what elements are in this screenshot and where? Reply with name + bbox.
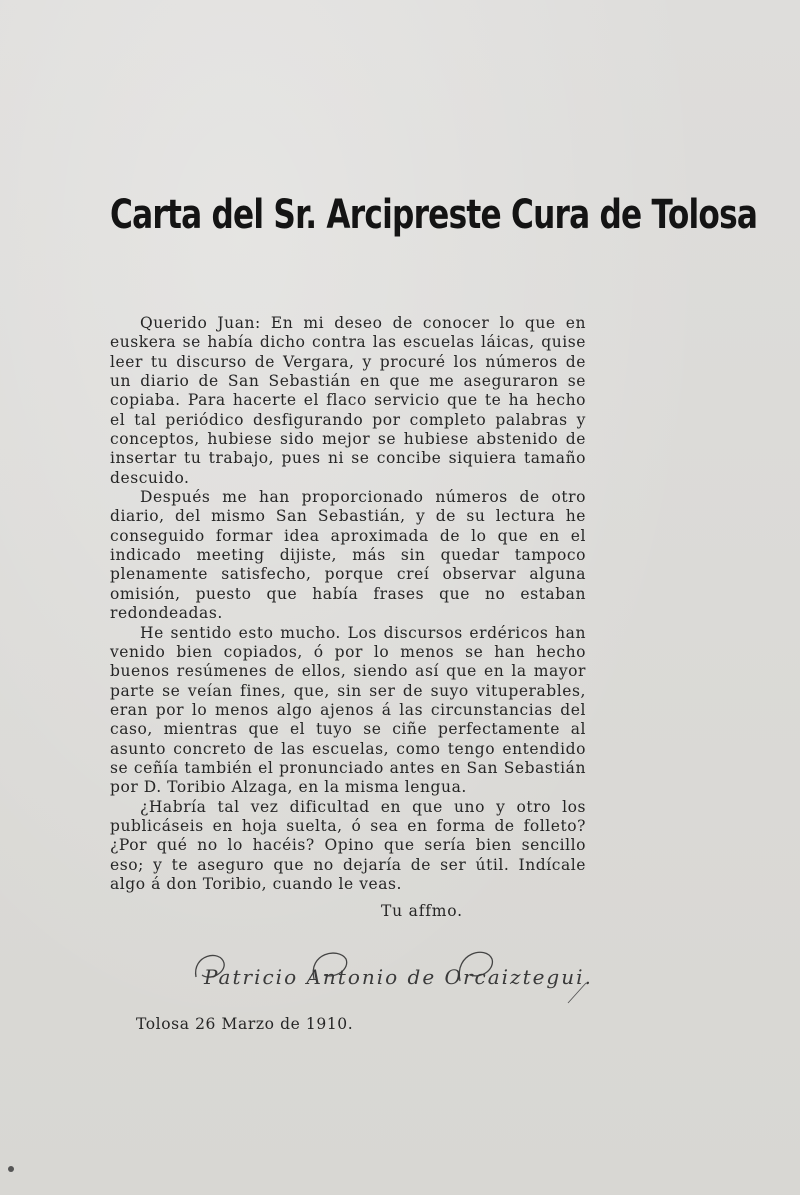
letter-closing: Tu affmo. [381,902,463,920]
place-and-date: Tolosa 26 Marzo de 1910. [136,1015,354,1033]
letter-body [110,314,586,894]
letter-paragraph-2: Después me han proporcionado números de otro diario, del mismo San Sebastián, y de su lectura he conseguido formar idea aproximada de lo que en el indicado meeting dijiste, más sin quedar tampoco plenamente satisfecho, porque creí observar alguna omisión, puesto que había frases que no estaban redondeadas. [110,488,586,623]
page-mark-dot [8,1166,14,1172]
handwritten-signature [190,945,610,1005]
signature-text: Patricio Antonio de Orcaiztegui. [204,965,593,989]
letter-paragraph-3: He sentido esto mucho. Los discursos erdéricos han venido bien copiados, ó por lo menos se han hecho buenos resúmenes de ellos, siendo así que en la mayor parte se veían fines, que, sin ser de suyo vituperables, eran por lo menos algo ajenos á las circunstancias del caso, mientras que el tuyo se ciñe perfectamente al asunto concreto de las escuelas, como tengo entendido se ceñía también el pronunciado antes en San Sebastián por D. Toribio Alzaga, en la misma lengua. [110,623,586,797]
letter-paragraph-4: ¿Habría tal vez dificultad en que uno y otro los publicáseis en hoja suelta, ó sea en forma de folleto? ¿Por qué no lo hacéis? Opino que sería bien sencillo eso; y te aseguro que no dejaría de ser útil. Indícale algo á don Toribio, cuando le veas. [110,797,586,893]
letter-paragraph-1: Querido Juan: En mi deseo de conocer lo que en euskera se había dicho contra las escuelas láicas, quise leer tu discurso de Vergara, y procuré los números de un diario de San Sebastián en que me aseguraron se copiaba. Para hacerte el flaco servicio que te ha hecho el tal periódico desfigurando por completo palabras y conceptos, hubiese sido mejor se hubiese abstenido de insertar tu trabajo, pues ni se concibe siquiera tamaño descuido. [110,314,586,487]
document-title: Carta del Sr. Arcipreste Cura de Tolosa [110,192,758,238]
